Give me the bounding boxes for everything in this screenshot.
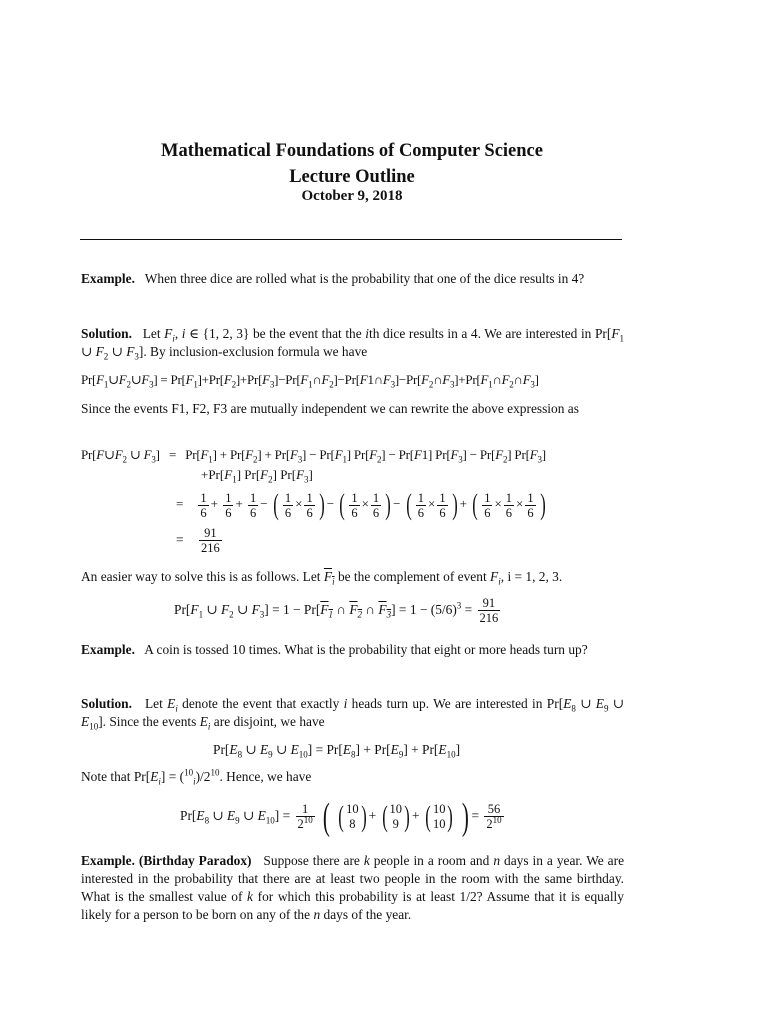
document-subtitle: Lecture Outline (289, 167, 415, 187)
expanded-expression-line-2: $+Pr[F_1]$ $Pr[F_2]$ $Pr[F_3]$ (201, 467, 313, 485)
example-2-label: Example. (81, 642, 135, 657)
solution-1-text: . By inclusion-exclusion formula we have (143, 344, 368, 359)
binomial-note-text: Note that (81, 769, 131, 784)
independence-note: Since the events F1, F2, F3 are mutually independent we can rewrite the above expression as (81, 401, 579, 416)
example-3-text: days of the year. (323, 907, 412, 922)
binomial-note: Note that $Pr[E_i] = (^{10}_i)/2^{10}$. Hence, we have (81, 767, 312, 787)
solution-2-text: . Since the events (102, 714, 197, 729)
result-expression: = $\frac{91}{216}$ (176, 526, 220, 556)
header-divider (80, 239, 622, 240)
example-3-label: Example. (Birthday Paradox) (81, 853, 252, 868)
solution-2-text: denote the event that exactly (182, 696, 340, 711)
complement-result-denominator: 216 (479, 611, 499, 626)
expanded-expression-line-1: $Pr[F\cup F_2$ ∪ $F_3] = Pr[F_1] + Pr[F_2] + Pr[F_3] - Pr[F_1]$ $Pr[F_2] - Pr[F1] Pr[F_3] - Pr[F_2]$ $Pr[F_3]$ (81, 447, 546, 465)
solution-1-text: be the event that the (252, 326, 362, 341)
solution-2: Solution. Let $E_i$ denote the event that exactly i heads turn up. We are interested in $Pr[E_8$ ∪ $E_9$ ∪ $E_{10}$]. Since the events $E_i$ are disjoint, we have (81, 696, 624, 732)
document-title: Mathematical Foundations of Computer Science (161, 141, 543, 161)
example-1 (81, 270, 624, 288)
example-2 (81, 641, 624, 659)
example-1-label: Example. (81, 271, 135, 286)
answer-numerator: 56 (487, 802, 501, 817)
disjoint-sum-formula: $Pr[E_8$ ∪ $E_9$ ∪ $E_{10}] = Pr[E_8] + Pr[E_9] + Pr[E_{10}]$ (213, 742, 461, 760)
example-2-text: A coin is tossed 10 times. What is the probability that eight or more heads turn up? (144, 642, 588, 657)
solution-1-text: th dice results in a 4. We are interested in (369, 326, 592, 341)
easier-way-text-part: be the complement of event (337, 569, 487, 584)
numeric-expression: = $\frac{1}{6}$ + $\frac{1}{6}$ + $\frac{1}{6}$ − ( $\frac{1}{6}$ × $\frac{1}{6}$ ) − ( $\frac{1}{6}$ × $\frac{1}{6}$ ) − ( $\frac{1}{6}$ × $\frac{1}{6}$ ) + ( $\frac{1}{6}$ × $\frac{1}{6}$ × $\frac{1}{6}$ ) (176, 488, 546, 522)
solution-2-text: are disjoint, we have (213, 714, 325, 729)
example-3-text: people in a room and (373, 853, 490, 868)
example-3-text: Suppose there are (263, 853, 360, 868)
complement-result-numerator: 91 (482, 596, 496, 611)
binomial-sum-formula: $Pr[E_8$ ∪ $E_9$ ∪ $E_{10}$] = $\frac{1}{2^{10}}$ ( ( 10 8 ) + ( 10 9 ) + ( 10 10 ) ) = $\frac{56}{2^{10}}$ (180, 795, 502, 838)
easier-way-text-part: An easier way to solve this is as follows. Let (81, 569, 321, 584)
result-numerator: 91 (204, 526, 217, 541)
example-3-text: days in a year. We are interested in the probability that there are at least two people in the room with the same birthday. What is the smallest value of (81, 853, 625, 904)
solution-2-text: Let (144, 696, 163, 711)
inclusion-exclusion-formula: $Pr[F_1\cup F_2\cup F_3]$ = $Pr[F_1]+Pr[F_2]+Pr[F_3]-Pr[F_1\cap F_2]-Pr[F1\cap F_3]-Pr[F_2\cap F_3]+Pr[F_1\cap F_2\cap F_3]$ (81, 372, 539, 390)
solution-2-label: Solution. (81, 696, 132, 711)
easier-way-text-part: i = 1, 2, 3. (507, 569, 563, 584)
solution-1-text: Let (142, 326, 161, 341)
document-date: October 9, 2018 (301, 188, 403, 204)
example-1-text: When three dice are rolled what is the probability that one of the dice results in 4? (144, 271, 585, 286)
result-denominator: 216 (200, 541, 220, 556)
complement-formula: $Pr[F_1$ ∪ $F_2$ ∪ $F_3] = 1 - Pr[F_1$ ∩ $F_2$ ∩ $F_3] = 1 - (5/6)^3$ = $\frac{91}{216}$ (174, 596, 499, 626)
example-3-birthday-paradox: Example. (Birthday Paradox) Suppose there are k people in a room and n days in a year. We are interested in the probability that there are at least two people in the room with the same birthday. What is the smallest value of k for which this probability is at least 1/2? Assume that it is equally likely for a person to be born on any of the n days of the year. (81, 853, 625, 922)
easier-way-text: An easier way to solve this is as follows. Let $F_i$ be the complement of event $F_i$, i = 1, 2, 3. (81, 569, 563, 587)
binomial-note-text: . Hence, we have (219, 769, 312, 784)
solution-2-text: heads turn up. We are interested in (351, 696, 543, 711)
example-3-text: for which this probability is at least 1/2? Assume that it is equally likely for a person to be born on any of the (81, 889, 624, 922)
solution-1-label: Solution. (81, 326, 132, 341)
solution-1: Solution. Let $F_i$, i ∈ {1, 2, 3} be the event that the ith dice results in a 4. We are interested in $Pr[F_1$ ∪ $F_2$ ∪ $F_3$]. By inclusion-exclusion formula we have (81, 326, 625, 362)
